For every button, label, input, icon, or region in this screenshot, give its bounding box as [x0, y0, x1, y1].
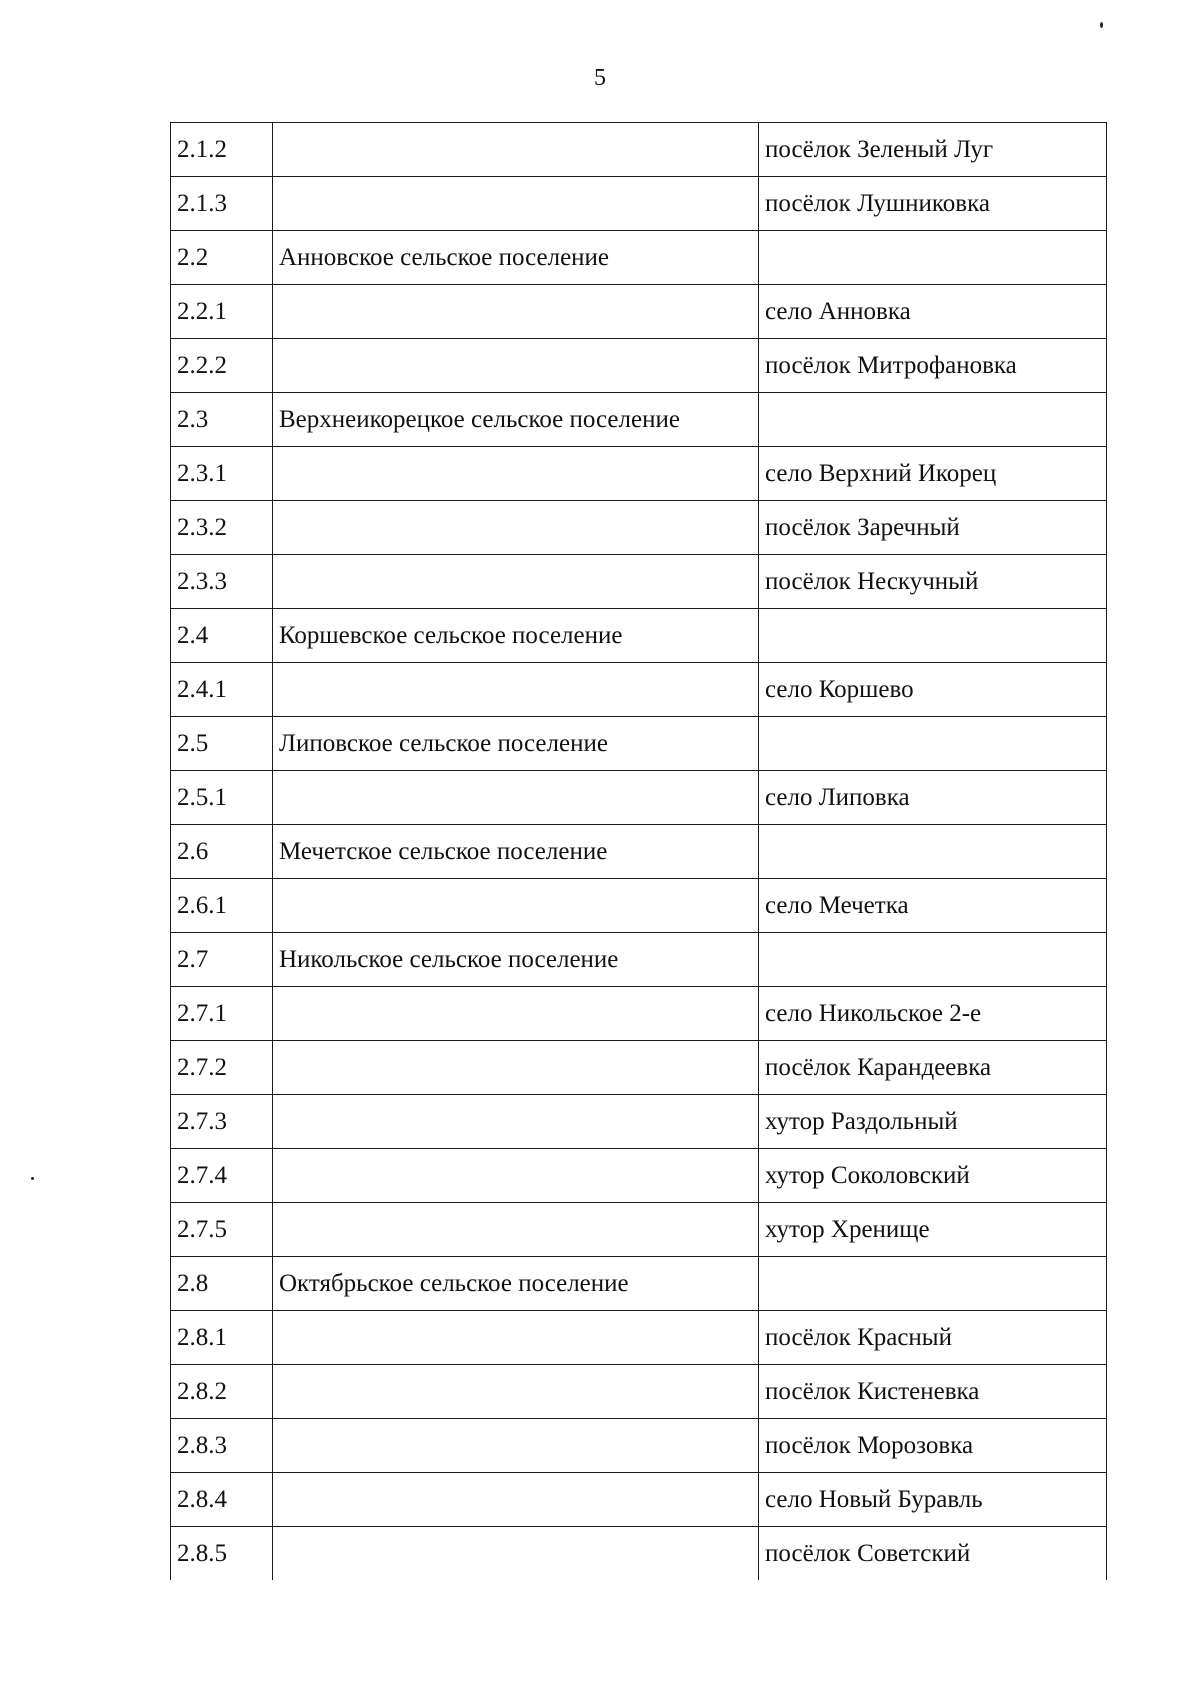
row-number-cell: 2.1.2: [171, 123, 273, 177]
table-row: [171, 771, 1107, 825]
locality-name-cell: хутор Раздольный: [759, 1095, 1107, 1149]
locality-name-cell: посёлок Кистеневка: [759, 1365, 1107, 1419]
row-number-cell: 2.6.1: [171, 879, 273, 933]
locality-name-cell: [759, 717, 1107, 771]
table-row: [171, 1527, 1107, 1581]
locality-name-cell: село Новый Буравль: [759, 1473, 1107, 1527]
scan-speck-top-right: [1100, 22, 1103, 28]
settlement-name-cell: [273, 177, 759, 231]
table-row: [171, 1473, 1107, 1527]
row-number-cell: 2.2.2: [171, 339, 273, 393]
settlement-name-cell: Липовское сельское поселение: [273, 717, 759, 771]
table-row: [171, 933, 1107, 987]
row-number-cell: 2.7.2: [171, 1041, 273, 1095]
settlement-name-cell: [273, 1527, 759, 1581]
settlements-table-body: [171, 123, 1107, 1581]
table-row: [171, 231, 1107, 285]
row-number-cell: 2.3.2: [171, 501, 273, 555]
settlement-name-cell: [273, 1095, 759, 1149]
locality-name-cell: [759, 1257, 1107, 1311]
locality-name-cell: посёлок Нескучный: [759, 555, 1107, 609]
settlement-name-cell: [273, 1041, 759, 1095]
settlements-table: [170, 122, 1107, 1580]
settlement-name-cell: [273, 447, 759, 501]
locality-name-cell: посёлок Зеленый Луг: [759, 123, 1107, 177]
table-row: [171, 1149, 1107, 1203]
row-number-cell: 2.8.5: [171, 1527, 273, 1581]
locality-name-cell: посёлок Морозовка: [759, 1419, 1107, 1473]
settlement-name-cell: [273, 1473, 759, 1527]
locality-name-cell: село Липовка: [759, 771, 1107, 825]
settlement-name-cell: [273, 879, 759, 933]
settlement-name-cell: [273, 123, 759, 177]
settlement-name-cell: [273, 987, 759, 1041]
row-number-cell: 2.8.3: [171, 1419, 273, 1473]
table-row: [171, 717, 1107, 771]
table-row: [171, 447, 1107, 501]
table-row: [171, 825, 1107, 879]
row-number-cell: 2.7.1: [171, 987, 273, 1041]
locality-name-cell: село Верхний Икорец: [759, 447, 1107, 501]
row-number-cell: 2.1.3: [171, 177, 273, 231]
row-number-cell: 2.4: [171, 609, 273, 663]
row-number-cell: 2.7.4: [171, 1149, 273, 1203]
page-number: 5: [594, 65, 606, 91]
row-number-cell: 2.3: [171, 393, 273, 447]
settlement-name-cell: Октябрьское сельское поселение: [273, 1257, 759, 1311]
row-number-cell: 2.7: [171, 933, 273, 987]
row-number-cell: 2.2.1: [171, 285, 273, 339]
row-number-cell: 2.8: [171, 1257, 273, 1311]
locality-name-cell: посёлок Заречный: [759, 501, 1107, 555]
settlement-name-cell: [273, 555, 759, 609]
table-row: [171, 501, 1107, 555]
settlement-name-cell: Никольское сельское поселение: [273, 933, 759, 987]
locality-name-cell: посёлок Красный: [759, 1311, 1107, 1365]
row-number-cell: 2.8.1: [171, 1311, 273, 1365]
locality-name-cell: посёлок Лушниковка: [759, 177, 1107, 231]
locality-name-cell: [759, 825, 1107, 879]
settlement-name-cell: [273, 1149, 759, 1203]
table-row: [171, 1257, 1107, 1311]
settlement-name-cell: Верхнеикорецкое сельское поселение: [273, 393, 759, 447]
table-row: [171, 177, 1107, 231]
row-number-cell: 2.7.5: [171, 1203, 273, 1257]
table-row: [171, 555, 1107, 609]
row-number-cell: 2.6: [171, 825, 273, 879]
row-number-cell: 2.4.1: [171, 663, 273, 717]
settlement-name-cell: [273, 663, 759, 717]
row-number-cell: 2.7.3: [171, 1095, 273, 1149]
locality-name-cell: посёлок Советский: [759, 1527, 1107, 1581]
locality-name-cell: посёлок Митрофановка: [759, 339, 1107, 393]
table-row: [171, 609, 1107, 663]
locality-name-cell: село Коршево: [759, 663, 1107, 717]
table-row: [171, 339, 1107, 393]
settlement-name-cell: Коршевское сельское поселение: [273, 609, 759, 663]
locality-name-cell: [759, 933, 1107, 987]
settlement-name-cell: Анновское сельское поселение: [273, 231, 759, 285]
scan-speck-left-margin: [31, 1177, 34, 1180]
row-number-cell: 2.3.1: [171, 447, 273, 501]
table-row: [171, 393, 1107, 447]
row-number-cell: 2.2: [171, 231, 273, 285]
row-number-cell: 2.5.1: [171, 771, 273, 825]
row-number-cell: 2.5: [171, 717, 273, 771]
table-row: [171, 663, 1107, 717]
table-row: [171, 1365, 1107, 1419]
settlement-name-cell: [273, 1203, 759, 1257]
locality-name-cell: хутор Соколовский: [759, 1149, 1107, 1203]
settlement-name-cell: [273, 285, 759, 339]
locality-name-cell: село Анновка: [759, 285, 1107, 339]
locality-name-cell: село Мечетка: [759, 879, 1107, 933]
locality-name-cell: [759, 231, 1107, 285]
settlement-name-cell: [273, 501, 759, 555]
locality-name-cell: хутор Хренище: [759, 1203, 1107, 1257]
table-row: [171, 1095, 1107, 1149]
table-row: [171, 1203, 1107, 1257]
table-row: [171, 123, 1107, 177]
locality-name-cell: посёлок Карандеевка: [759, 1041, 1107, 1095]
table-row: [171, 285, 1107, 339]
row-number-cell: 2.8.2: [171, 1365, 273, 1419]
settlement-name-cell: [273, 1365, 759, 1419]
settlement-name-cell: [273, 1311, 759, 1365]
settlement-name-cell: [273, 771, 759, 825]
settlement-name-cell: [273, 1419, 759, 1473]
table-row: [171, 987, 1107, 1041]
settlement-name-cell: [273, 339, 759, 393]
table-row: [171, 1419, 1107, 1473]
table-row: [171, 1041, 1107, 1095]
settlement-name-cell: Мечетское сельское поселение: [273, 825, 759, 879]
table-row: [171, 879, 1107, 933]
locality-name-cell: [759, 609, 1107, 663]
locality-name-cell: село Никольское 2-е: [759, 987, 1107, 1041]
locality-name-cell: [759, 393, 1107, 447]
row-number-cell: 2.8.4: [171, 1473, 273, 1527]
table-row: [171, 1311, 1107, 1365]
row-number-cell: 2.3.3: [171, 555, 273, 609]
